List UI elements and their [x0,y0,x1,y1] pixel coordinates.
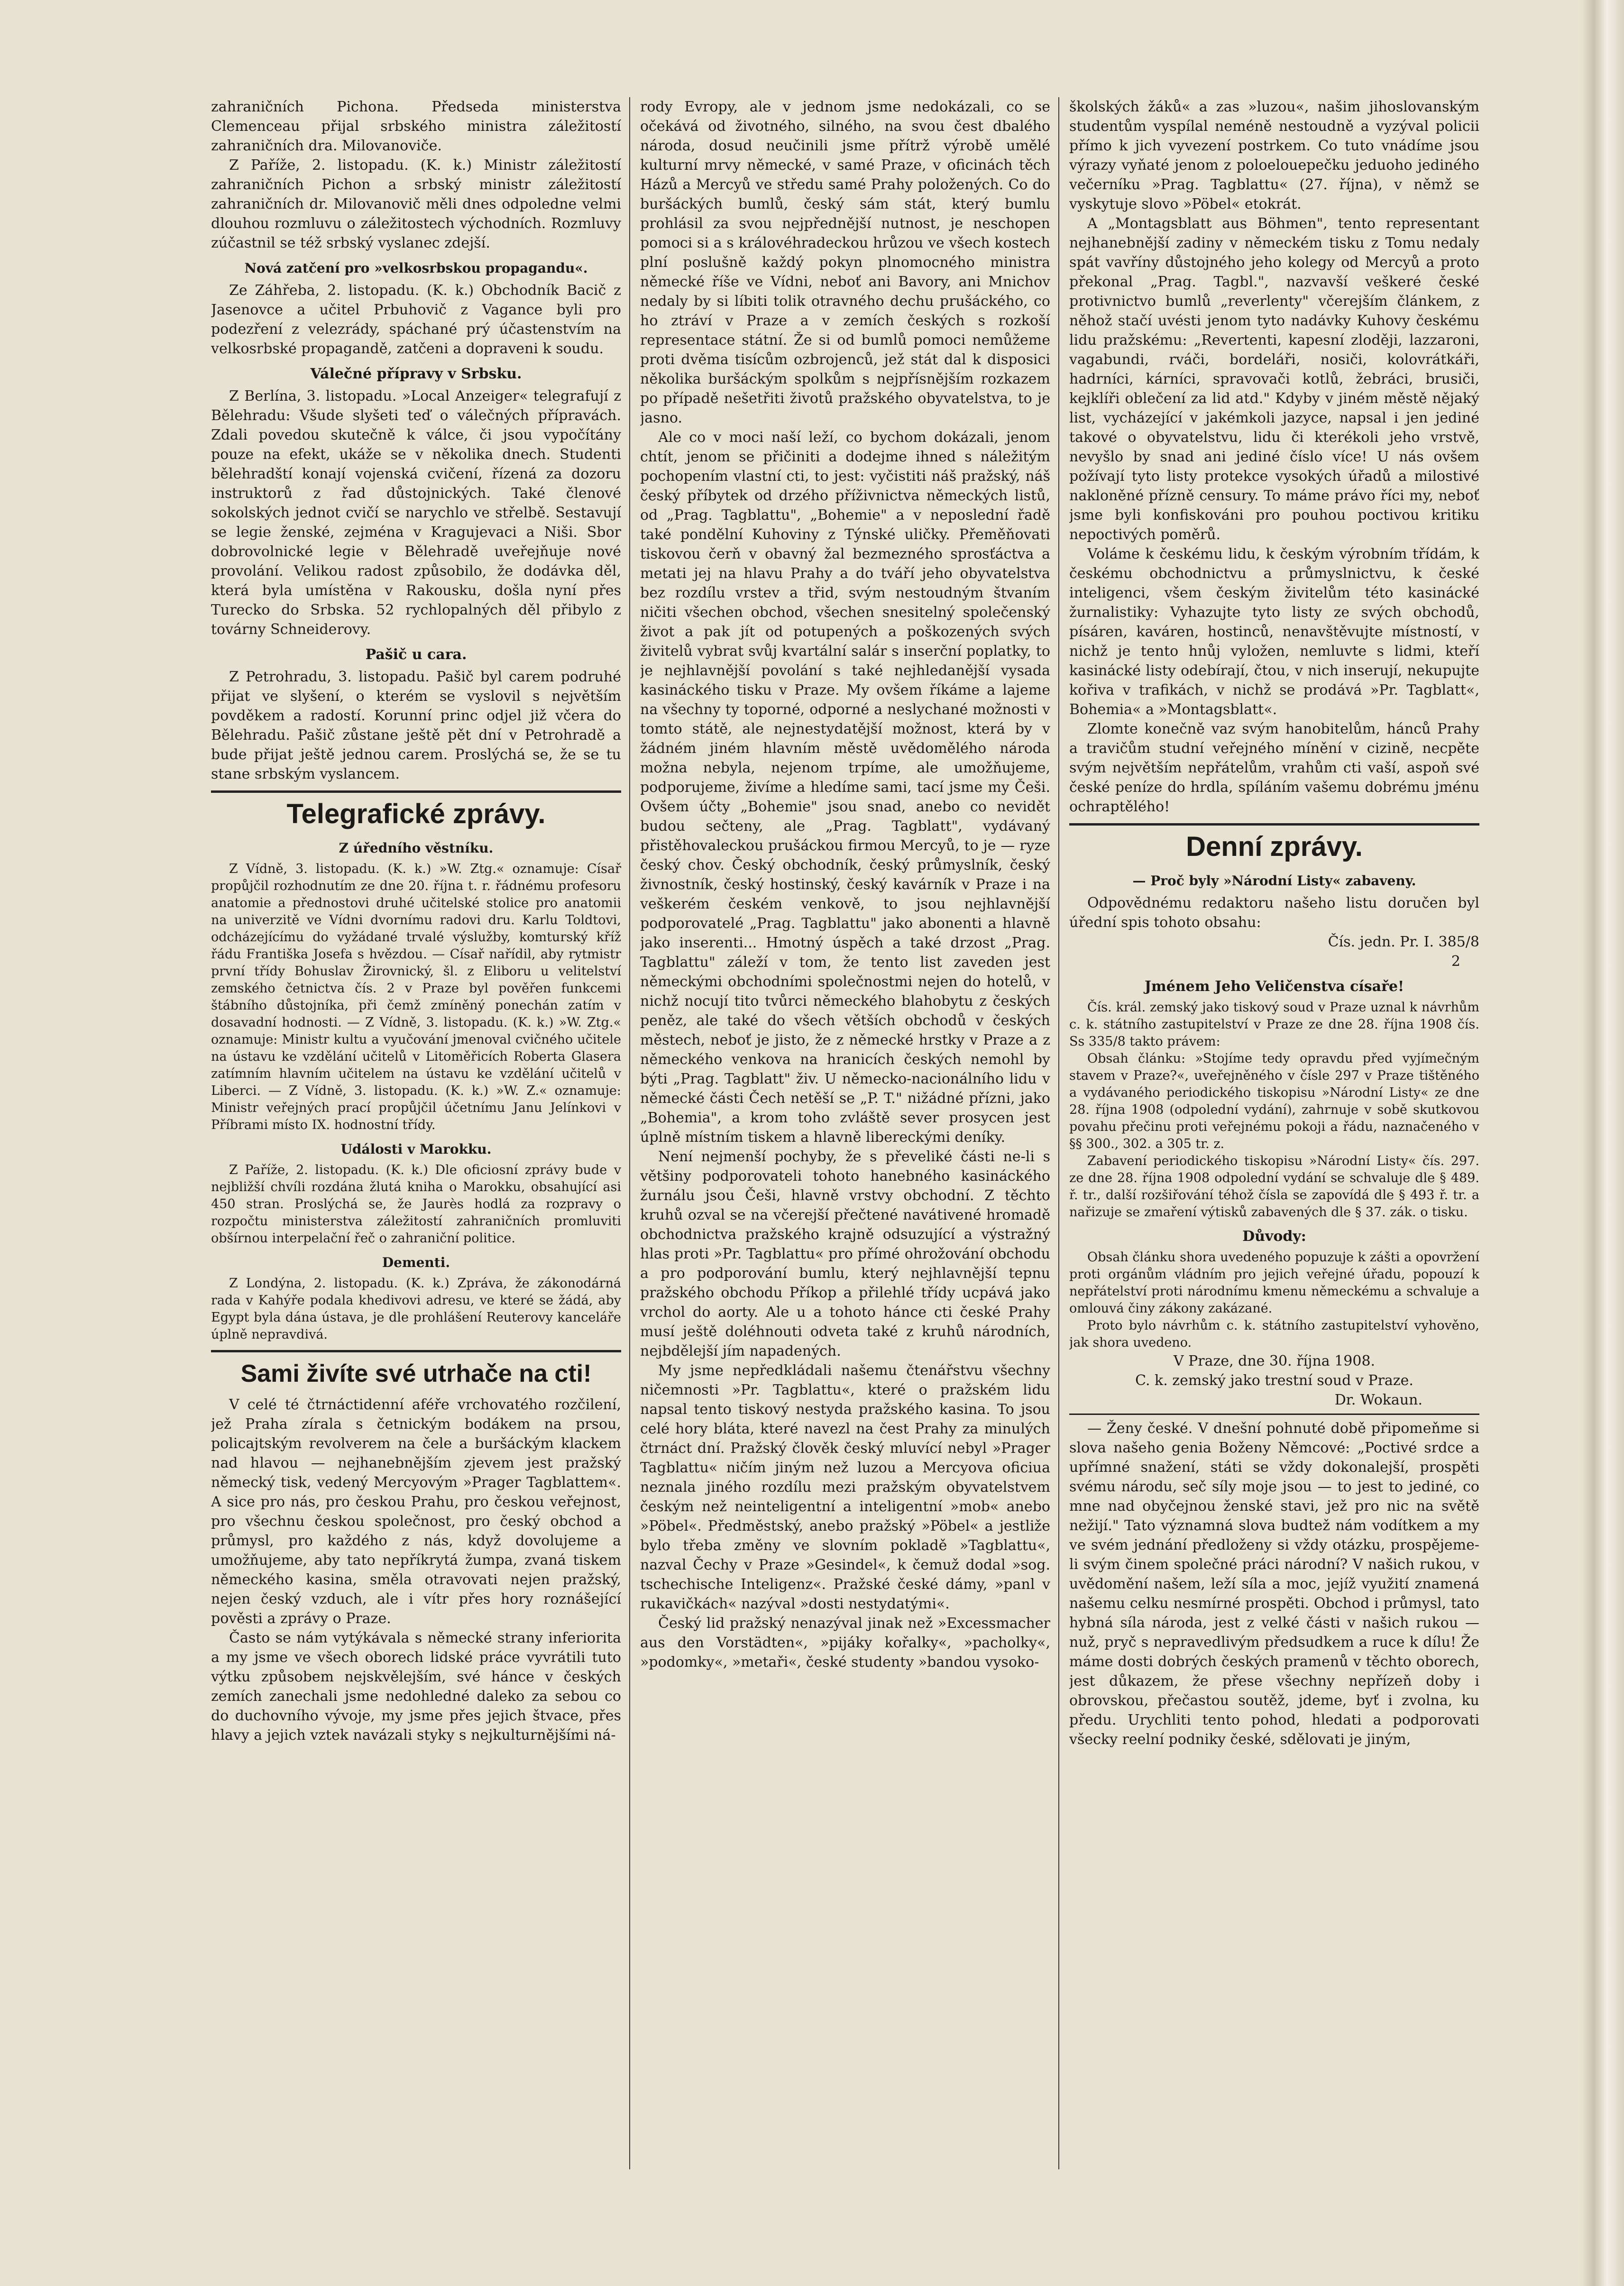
article-text: A „Montagsblatt aus Böhmen", tento representant nejhanebnější zadiny v německém tisku z Tomu nedaly spát vavříny důstojného jeho kolegy od Mercyů a proto překonal „Prag. Tagbl.", nazvavší veškeré české protivnictvo bumlů „reverlenty" včerejším článkem, z něhož stačí uvésti jenom tyto nadávky Kuhovy českému lidu pražskému: „Revertenti, kapesní zloději, lazzaroni, vagabundi, rváči, bordeláři, nosiči, kolovrátkáři, hadrníci, kárníci, spravovači kotlů, žebráci, brusiči, kejklíři oblečení za lid atd." Kdyby v jiném městě nějaký list, vycházející v jakémkoli jazyce, napsal i jen jediné takové o obyvatelstvu, lidu či kterékoli jeho vrstvě, nevyšlo by snad ani jediné číslo více! U nás ovšem požívají tyto listy protekce vysokých úřadů a milostivé nakloněné přízně censury. To máme právo říci my, neboť jsme byli konfiskováni pro pouhou poctivou kritiku nepoctivých poměrů. [1069,215,1479,543]
section-title-sami-zivite: Sami živíte své utrhače na cti! [211,1350,621,1392]
reference-number: 2 [1451,953,1460,970]
article-heading: Nová zatčení pro »velkosrbskou propagandu«. [244,260,588,276]
divider-line [1069,1414,1479,1415]
article-text: Zlomte konečně vaz svým hanobitelům, hánců Prahy a travičům studní veřejného mínění v cizině, necpěte svým největším nepřátelům, vrahům cti vaší, aspoň své české peníze do hrdla, spíláním vašemu dobrému jménu ochraptělého! [1069,721,1479,815]
article-text: Z Petrohradu, 3. listopadu. Pašič byl carem podruhé přijat ve slyšení, o kterém se vyslovil s největším povděkem a radostí. Korunní princ odjel již včera do Bělehradu. Pašič zůstane ještě pět dní v Petrohradě a bude přijat ještě jednou carem. Proslýchá se, že se tu stane srbským vyslancem. [211,669,621,782]
article-text: Proto bylo návrhům c. k. státního zastupitelství vyhověno, jak shora uvedeno. [1069,1318,1479,1350]
article-heading: Jménem Jeho Veličenstva císaře! [1144,978,1404,995]
article-heading: Válečné přípravy v Srbsku. [310,366,522,382]
article-text: Ze Záhřeba, 2. listopadu. (K. k.) Obchodník Bacič z Jasenovce a učitel Prbuhovič z Vagance byli pro podezření z velezrády, spáchané prý účastenstvím na velkosrbské propagandě, zatčeni a dopraveni k soudu. [211,282,621,357]
article-text: My jsme nepředkládali našemu čtenářstvu všechny ničemnosti »Pr. Tagblattu«, které o pražském lidu napsal tento tiskový nestyda pražského kasina. To jsou celé hory bláta, které navezl na čest Prahy za minulých čtrnáct dní. Pražský člověk český mluvící nebyl »Prager Tagblattu« ničím jiným než luzou a Mercyova oficiua neznala jiného rozdílu mezi pražským obyvatelstvem českým než neinteligentní a inteligentní »mob« anebo »Pöbel«. Předměstský, anebo pražský »Pöbel« a jestliže bylo třeba změny ve slovním pokladě »Tagblattu«, nazval Čechy v Praze »Gesindel«, k čemuž dodal »sog. tschechische Inteligenz«. Pražské české dámy, »panl v rukavičkách« nazýval »dosti nestydatými«. [640,1362,1050,1612]
article-text: zahraničních Pichona. Předseda ministerstva Clemenceau přijal srbského ministra záležitostí zahraničních dra. Milovanoviče. [211,99,621,154]
article-text: C. k. zemský jako trestní soud v Praze. [1135,1372,1413,1389]
column-middle [640,97,1050,2169]
article-heading: Dementi. [382,1255,450,1270]
article-heading: Důvody: [1242,1228,1306,1245]
article-text: Český lid pražský nenazýval jinak než »Excessmacher aus den Vorstädten«, »pijáky kořalky«, »pacholky«, »podomky«, »metaři«, české studenty »bandou vysoko- [640,1615,1050,1671]
article-text: Z Paříže, 2. listopadu. (K. k.) Dle oficiosní zprávy bude v nejbližší chvíli rozdána žlutá kniha o Marokku, obsahující asi 450 stran. Proslýchá se, že Jaurès hodlá za rozpravy o rozpočtu ministerstva záležitostí zahraničních promluviti obšírnou interpelační řeč o zahraniční politice. [211,1163,621,1246]
article-heading: Pašič u cara. [365,646,467,663]
article-text: Voláme k českému lidu, k českým výrobním třídám, k českému obchodnictvu a průmyslnictvu, k české inteligenci, všem českým živitelům této kasinácké žurnalistiky: Vyhazujte tyto listy ze svých obchodů, písáren, kaváren, hostinců, nenavštěvujte místností, v nichž je tento hnůj vyložen, nemluvte s lidmi, kteří kasinácké listy odebírají, čtou, v nich inserují, nekupujte kořiva v trafikách, v nichž se prodává »Pr. Tagblatt«, Bohemia« a »Montagsblatt«. [1069,546,1479,718]
page-edge-binding [1581,0,1624,2286]
reference-number: Čís. jedn. Pr. I. 385/8 [1328,934,1479,950]
section-title-telegraficke: Telegrafické zprávy. [211,790,621,833]
article-text: Z Vídně, 3. listopadu. (K. k.) »W. Ztg.« oznamuje: Císař propůjčil rozhodnutím ze dne 20. října t. r. řádnému profesoru anatomie a přednostovi druhé učitelské stolice pro anatomii na univerzitě ve Vídni dvornímu radovi dru. Karlu Toldtovi, odcházejícímu do vyžádané trvalé výslužby, komturský kříž řádu Františka Josefa s hvězdou. — Císař nařídil, aby rytmistr první třídy Bohuslav Žirovnický, šl. z Eliboru u velitelství zemského četnictva čís. 2 v Praze byl pověřen funkcemi štábního důstojníka, při čemž zmíněný ponechán zatím v dosavadní hodnosti. — Z Vídně, 3. listopadu. (K. k.) »W. Ztg.« oznamuje: Ministr kultu a vyučování jmenoval cvičného učitele na ústavu ke vzdělání učitelů v Litoměřicích Roberta Glasera zatímním hlavním učitelem na ústavu ke vzdělání učitelů v Liberci. — Z Vídně, 3. listopadu. (K. k.) »W. Z.« oznamuje: Ministr veřejných prací propůjčil účetnímu Janu Jelínkovi v Příbrami místo IX. hodnostní třídy. [211,862,621,1132]
article-heading: Události v Marokku. [340,1141,492,1157]
article-text: Zabavení periodického tiskopisu »Národní Listy« čís. 297. ze dne 28. října 1908 odpolední vydání se schvaluje dle § 489. ř. tr., další rozšiřování téhož čísla se zapovídá dle § 493 ř. tr. a nařizuje se zmaření výtisků zabavených dle § 37. zák. o tisku. [1069,1154,1479,1220]
article-text: Odpovědnému redaktoru našeho listu doručen byl úřední spis tohoto obsahu: [1069,895,1479,931]
article-text: Není nejmenší pochyby, že s převeliké části ne-li s většiny podporovateli tohoto hanebného kasináckého žurnálu jsou Češi, hlavně vrstvy obchodní. Z těchto kruhů ozval se na včerejší přečtené navátivené hromadě obchodnictva pražského krajně odsuzující a výstražný hlas proti »Pr. Tagblattu« pro přímé ohrožování obchodu a pro podporování bumlu, který nejhlavnější tepnu pražského obchodu Příkop a přilehlé třídy ucpává jako vrchol do aorty. Ale u a tohoto hánce cti české Prahy musí ještě doléhnouti odveta také z kruhů národních, nejbdělejší jím napadených. [640,1148,1050,1359]
article-heading: — Proč byly »Národní Listy« zabaveny. [1132,873,1416,889]
column-left [211,97,621,2169]
signature-name: Dr. Wokaun. [1334,1392,1422,1408]
column-right [1069,97,1479,2169]
article-text: školských žáků« a zas »luzou«, našim jihoslovanským studentům vyspílal neméně nestoudně a vyzýval policii přímo k jich vyvezení postrkem. Co tuto vnádíme jsou výrazy vyňaté jenom z poloelouepečku jeduoho jediného večerníku »Prag. Tagblattu« (27. října), v němž se vyskytuje slovo »Pöbel« etokrát. [1069,99,1479,212]
article-text: rody Evropy, ale v jednom jsme nedokázali, co se očekává od životného, silného, na svou čest dbalého národa, dosud neučinili jsme přítrž výrobě umělé kulturní mrvy německé, v samé Praze, v oficinách těch Házů a Mercyů ve středu samé Prahy položených. Co do buršáckých bumlů, český sám stát, který bumlu prohlásil za svou nejpřednější nutnost, je neschopen pomoci si a s královéhradeckou hrůzou ve všech kostech plní poslušně každý pokyn plnomocného ministra německé říše ve Vídni, neboť ani Bavory, ani Mnichov nedaly by si líbiti tolik otravného dechu prušáckého, co ho ztráví v Praze a v zemích českých s rozkoší representace státní. Že si od bumlů pomoci nemůžeme proti dvěma tisícům ozbrojenců, jež stát dal k disposici několika buršáckým spolkům s nejpřísnějším rozkazem po případě nešetřiti životů pražského obyvatelstva, to je jasno. [640,99,1050,426]
article-text: Z Paříže, 2. listopadu. (K. k.) Ministr záležitostí zahraničních Pichon a srbský ministr záležitostí zahraničních dr. Milovanovič měli dnes odpoledne velmi dlouhou rozmluvu o záležitostech východních. Rozmluvy zúčastnil se též srbský vyslanec zdejší. [211,157,621,251]
article-text: V celé té čtrnáctidenní aféře vrchovatého rozčilení, jež Praha zírala s četnickým bodákem na prsou, policajtským revolverem na čele a buršáckým klackem nad hlavou — nejhanebnějším zjevem jest pražský německý tisk, vedený Mercyovým »Prager Tagblattem«. A sice pro nás, pro českou Prahu, pro českou veřejnost, pro všechnu českou společnost, pro český obchod a průmysl, pro každého z nás, když dovolujeme a umožňujeme, aby tato nepříkrytá žumpa, zvaná tiskem německého kasina, směla otravovati nejen pražský, nejen český vzduch, ale i vítr přes hory roznášející pověsti a zprávy o Praze. [211,1396,621,1627]
article-text: Z Berlína, 3. listopadu. »Local Anzeiger« telegrafují z Bělehradu: Všude slyšeti teď o válečných přípravách. Zdali povedou skutečně k válce, či jsou vypočítány pouze na efekt, ukáže se v několika dnech. Studenti bělehradští konají vojenská cvičení, řízená za dozoru instruktorů z řad důstojnických. Také členové sokolských jednot cvičí se narychlo ve střelbě. Sestavují se legie ženské, zejména v Kragujevaci a Niši. Sbor dobrovolnické legie v Bělehradě uveřejňuje nové provolání. Velikou radost způsobilo, že dodávka děl, která byla umístěna v Rakousku, došla nyní přes Turecko do Srbska. 52 rychlopalných děl přibylo z továrny Schneiderovy. [211,388,621,638]
article-text: Z Londýna, 2. listopadu. (K. k.) Zpráva, že zákonodárná rada v Kahýře podala khedivovi adresu, ve které se žádá, aby Egypt byla dána ústava, je dle prohlášení Reuterovy kanceláře úplně nepravdivá. [211,1276,621,1342]
article-text: Obsah článku: »Stojíme tedy opravdu před vyjímečným stavem v Praze?«, uveřejněného v čísle 297 v Praze tištěného a vydávaného periodického tiskopisu »Národní Listy« ze dne 28. října 1908 (odpolední vydání), zahrnuje v sobě skutkovou povahu přečinu proti veřejnému pokoji a řádu, naznačeného v §§ 300., 302. a 305 tr. z. [1069,1051,1479,1151]
article-text: Často se nám vytýkávala s německé strany inferiorita a my jsme ve všech oborech lidské práce vyvrátili tuto výtku způsobem nejskvělejším, své hánce v českých zemích zanechali jsme nedohledné daleko za sebou co do duchovního vývoje, my jsme přes jejich štvace, přes hlavy a jejich vztek navázali styky s nejkulturnějšími ná- [211,1630,621,1744]
section-title-denni-zpravy: Denní zprávy. [1069,823,1479,865]
column-divider [629,97,630,2169]
article-text: — Ženy české. V dnešní pohnuté době připomeňme si slova našeho genia Boženy Němcové: „Poctivé srdce a upřímné snažení, státi se vždy dokonalejší, prospěti svému národu, seč síly moje jsou — to jest to jediné, co mne nad obyčejnou ženské stavi, jež pro nic na světě nežijí." Tato významná slova budtež nám vodítkem a my ve svém jednání předloženy si vždy otázku, prospějeme-li svým činem společné práci národní? V našich rukou, v uvědomění našem, leží síla a moc, jejíž využití znamená našemu celku nesmírné prospěti. Obchod i průmysl, tato hybná síla národa, jest z velké části v našich rukou — nuž, pryč s nepravedlivým předsudkem a ruce k dílu! Že máme dosti dobrých českých pramenů v těchto oborech, jest důkazem, že přese všechny nepřízeň doby i obrovskou, přečastou soutěž, jdeme, byť i zvolna, ku předu. Urychliti tento pohod, hledati a podporovati všecky reelní podniky české, sdělovati je jiným, [1069,1420,1479,1748]
article-heading: Z úředního věstníku. [339,840,494,856]
article-text: Čís. král. zemský jako tiskový soud v Praze uznal k návrhům c. k. státního zastupitelství v Praze ze dne 28. října 1908 čís. Ss 335/8 takto právem: [1069,1000,1479,1049]
article-text: V Praze, dne 30. října 1908. [1173,1353,1376,1369]
article-text: Ale co v moci naší leží, co bychom dokázali, jenom chtít, jenom se přičiniti a dodejme ihned s náležitým pochopením vlastní cti, to jest: vyčistiti náš pražský, náš český příbytek od drzého příživnictva německých listů, od „Prag. Tagblattu", „Bohemie" a v neposlední řadě také pondělní Kuhoviny z Týnské uličky. Přeměňovati tiskovou čerň v obavný žal bezmezného sprosťáctva a metati jej na hlavu Prahy a do tváří jeho obyvatelstva bez rozdílu vrstev a třid, svým nestoudným štvaním ničiti všechen obchod, všechen snesitelný společenský život a pak jít od potupených a poškozených svých živitelů vybrat svůj kvartální salár s inserční poplatky, to je nejhlavnější povolání s také nejhledanější vysada kasináckého tisku v Praze. My ovšem říkáme a lajeme na všechny ty toporné, odporné a neslychané možnosti v tomto státě, ale nejnestydatější možnost, která by v žádném jiném hlavním městě uvědomělého národa možna nebyla, nejenom trpíme, ale umožňujeme, podporujeme, živíme a hledíme sami, tací jsme my Češi. Ovšem účty „Bohemie" jsou snad, anebo co nevidět budou sečteny, ale „Prag. Tagblatt", vydávaný přistěhovaleckou prušáckou firmou Mercyů, to je — ryze český chov. Český obchodník, český průmyslník, český živnostník, český hostinský, český kavárník v Praze i na veškerém českém venkově, to jsou nejhlavnější podporovatelé „Prag. Tagblattu" jako abonenti a hlavně jako inserenti... Hmotný úspěch a také drzost „Prag. Tagblattu" záleží v tom, že tento list zaveden jest německými obchodními společnostmi nejen do hotelů, v nichž nocují tito tvůrci německého blahobytu z českých peněz, ale také do všech větších obchodů v českých městech, neboť je jisto, že z německé hrstky v Praze a z německého venkova na hranicích českých nemohl by býti „Prag. Tagblatt" živ. U německo-nacionálního lidu v německé části Čech netěší se „P. T." nižádné přízni, jako „Bohemia", a krom toho zvláště sever prosycen jest úplně místním tiskem a hlavně libereckými deníky. [640,429,1050,1146]
article-text: Obsah článku shora uvedeného popuzuje k zášti a opovržení proti orgánům vládním pro jejich veřejné úřadu, popouzí k nepřátelství proti národnímu kmenu německému a schvaluje a omlouvá činy zákony zakázané. [1069,1250,1479,1316]
column-divider [1058,97,1059,2169]
